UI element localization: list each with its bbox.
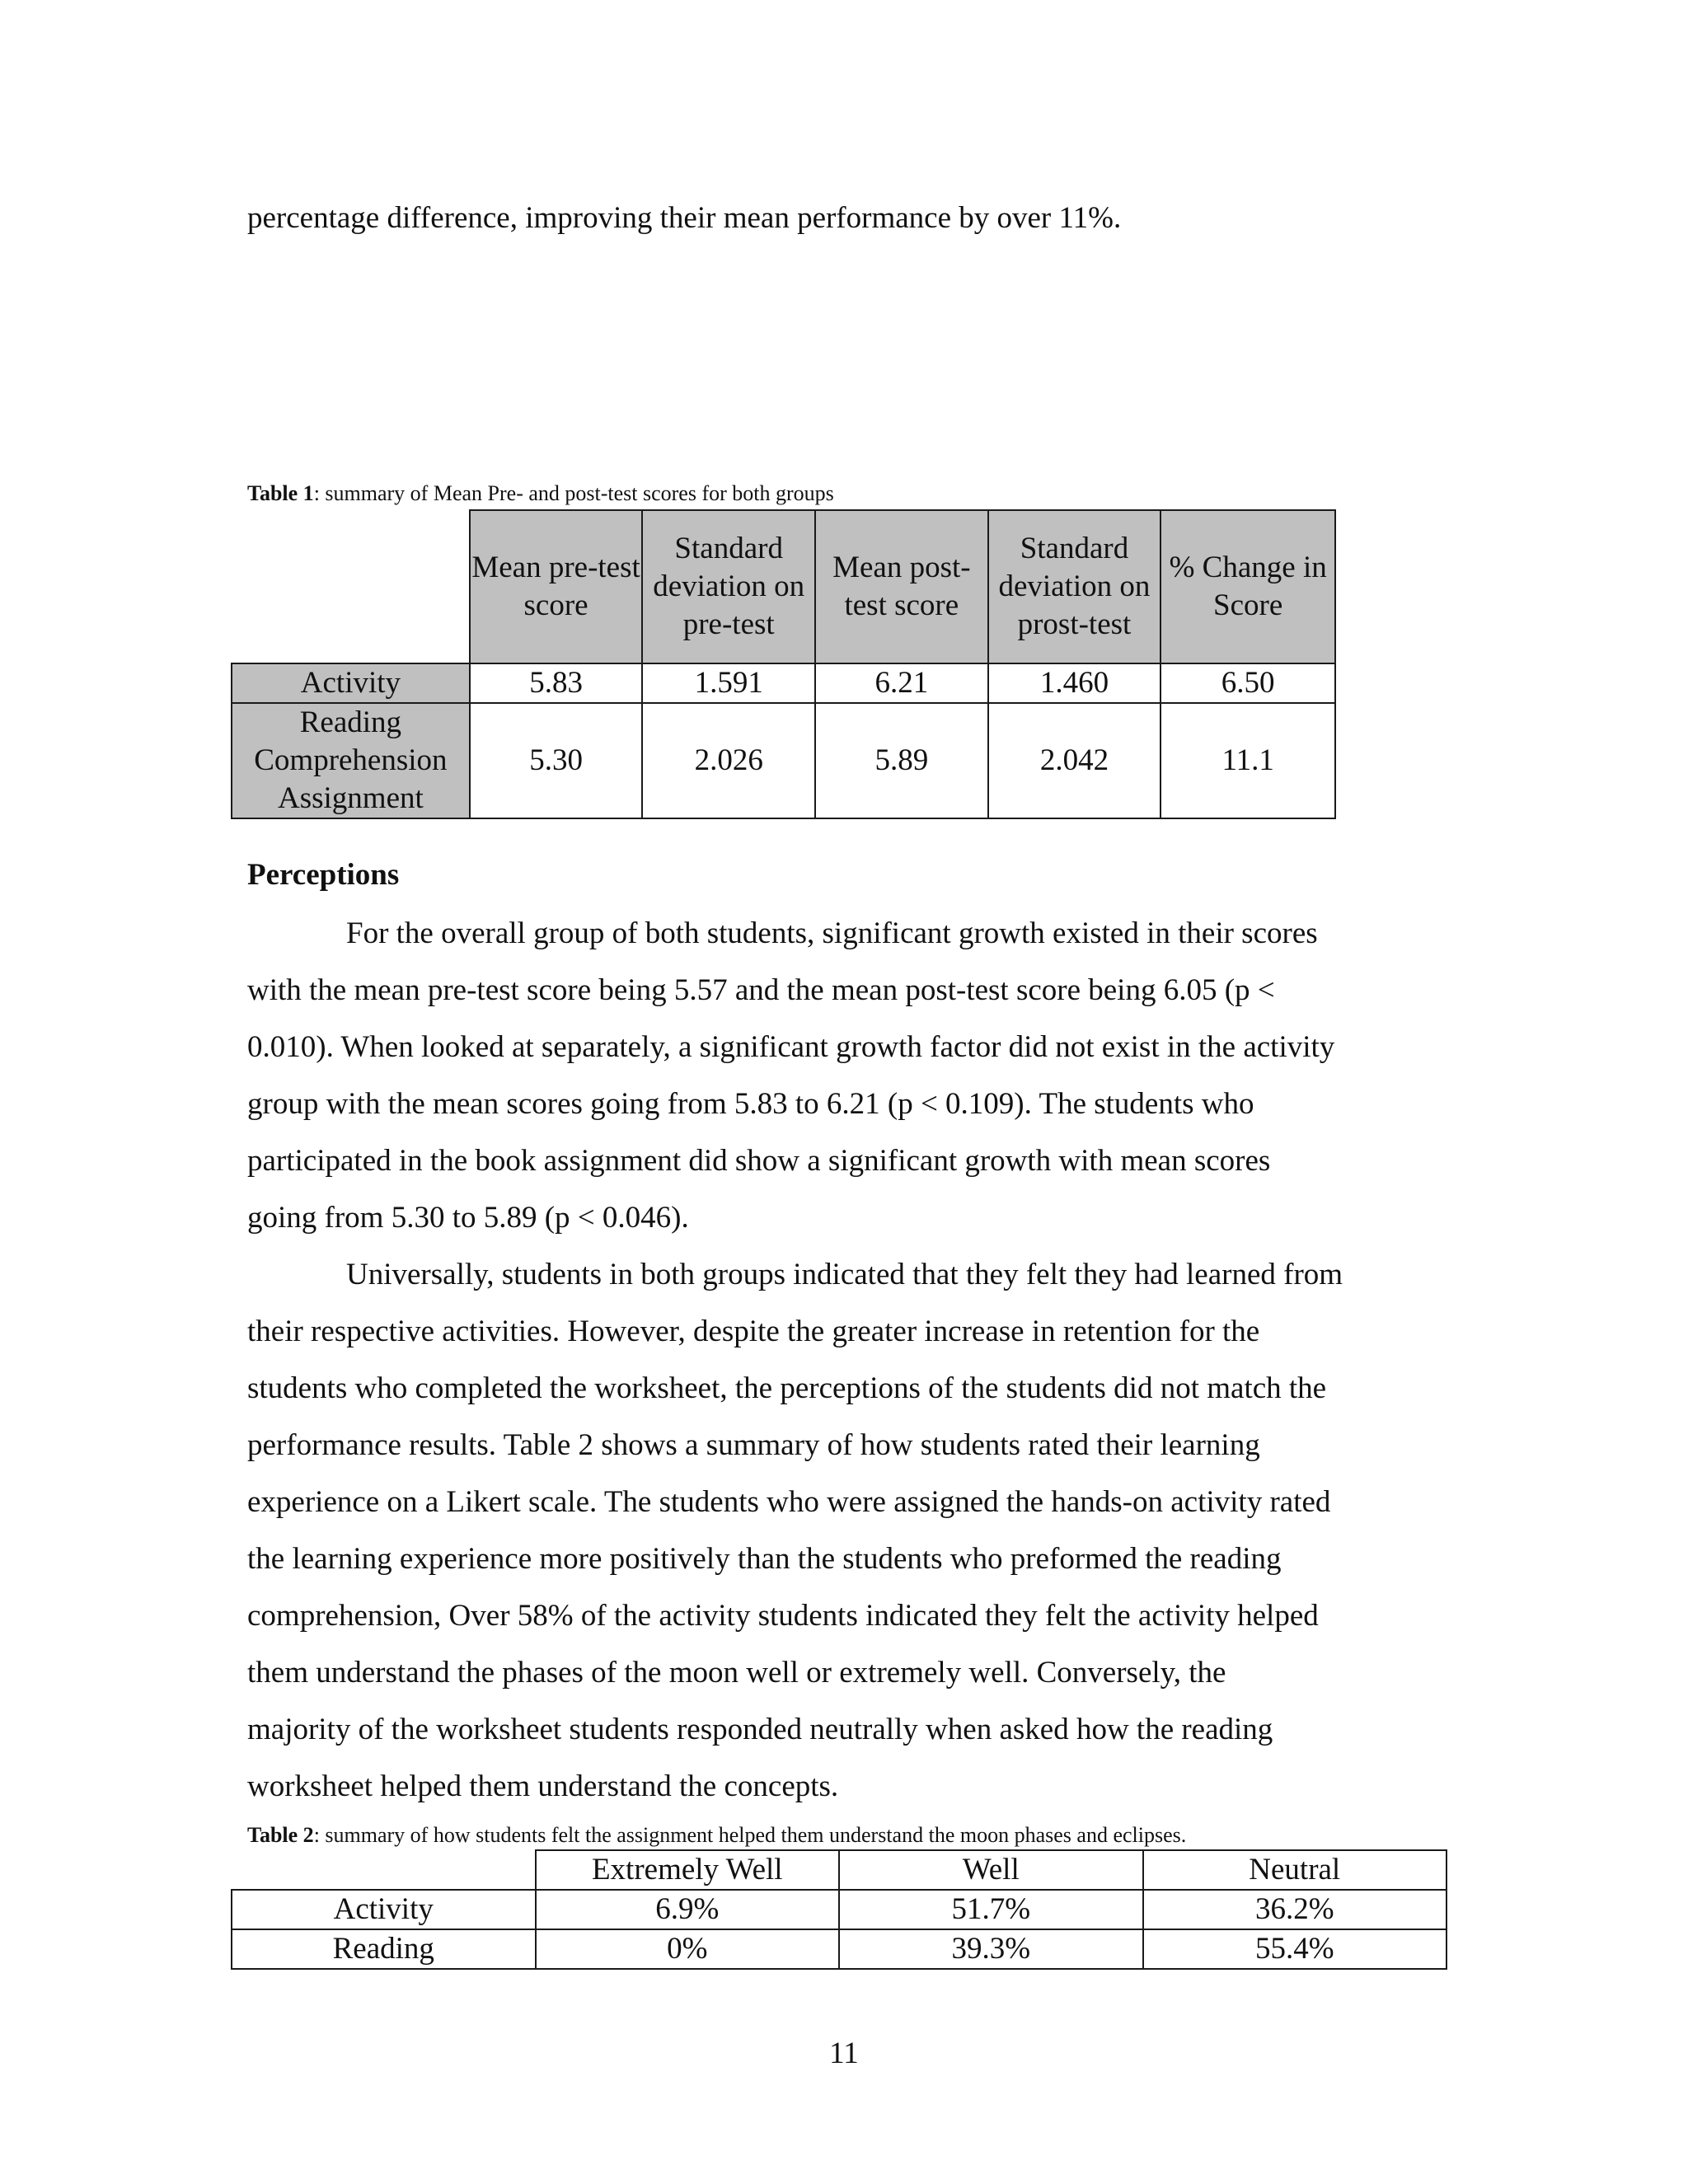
table2-header-row [232, 1850, 1447, 1890]
table2-header-cell: Extremely Well [536, 1850, 840, 1890]
body-text-line: For the overall group of both students, significant growth existed in their scores [346, 916, 1318, 950]
body-text-line: going from 5.30 to 5.89 (p < 0.046). [247, 1201, 689, 1235]
table2-row [232, 1929, 1447, 1969]
page-number: 11 [829, 2036, 859, 2070]
body-text-line: participated in the book assignment did show a significant growth with mean scores [247, 1144, 1271, 1178]
table2-caption-label: Table 2 [247, 1823, 314, 1847]
body-text-line: the learning experience more positively than the students who preformed the reading [247, 1542, 1282, 1576]
table1-cell: 1.591 [642, 663, 815, 703]
table1-corner-cell [232, 510, 470, 663]
table1-row [232, 663, 1335, 703]
body-text-line: Universally, students in both groups indicated that they felt they had learned from [346, 1258, 1343, 1291]
table1-header-cell: Mean post-test score [815, 510, 988, 663]
table1-cell: 6.21 [815, 663, 988, 703]
table2-header-cell: Neutral [1143, 1850, 1447, 1890]
body-text-line: comprehension, Over 58% of the activity students indicated they felt the activity helped [247, 1599, 1319, 1633]
table1-row-label: Activity [232, 663, 470, 703]
body-text-line: worksheet helped them understand the concepts. [247, 1769, 839, 1803]
table2-row-label: Reading [232, 1929, 536, 1969]
table2-header-cell: Well [839, 1850, 1142, 1890]
table1-caption-label: Table 1 [247, 481, 314, 505]
table2-cell: 36.2% [1143, 1890, 1447, 1929]
table1-cell: 11.1 [1160, 703, 1335, 818]
table2-cell: 55.4% [1143, 1929, 1447, 1969]
body-text-block [247, 905, 1343, 1815]
table1-header-cell: Mean pre-test score [470, 510, 643, 663]
table1-cell: 6.50 [1160, 663, 1335, 703]
table2 [231, 1849, 1447, 1970]
table1-caption-text: : summary of Mean Pre- and post-test scores for both groups [313, 481, 834, 505]
table1-cell: 5.83 [470, 663, 643, 703]
table1-header-row [232, 510, 1335, 663]
table1-cell: 5.89 [815, 703, 988, 818]
table2-cell: 0% [536, 1929, 840, 1969]
table1-row-label: Reading Comprehension Assignment [232, 703, 470, 818]
table1-cell: 2.026 [642, 703, 815, 818]
table1 [231, 509, 1336, 819]
body-text-line: group with the mean scores going from 5.83 to 6.21 (p < 0.109). The students who [247, 1087, 1254, 1121]
table1-header-cell: Standard deviation on pre-test [642, 510, 815, 663]
table2-row-label: Activity [232, 1890, 536, 1929]
section-heading: Perceptions [247, 858, 400, 892]
table2-caption [247, 1823, 1186, 1848]
body-text-line: percentage difference, improving their mean performance by over 11%. [247, 201, 1122, 235]
table1-row [232, 703, 1335, 818]
body-text-line: students who completed the worksheet, the perceptions of the students did not match the [247, 1371, 1327, 1405]
table1-cell: 5.30 [470, 703, 643, 818]
table1-header-cell: % Change in Score [1160, 510, 1335, 663]
body-text-line: them understand the phases of the moon well or extremely well. Conversely, the [247, 1656, 1226, 1690]
body-text-line: 0.010). When looked at separately, a significant growth factor did not exist in the activity [247, 1030, 1335, 1064]
body-text-line: performance results. Table 2 shows a summary of how students rated their learning [247, 1428, 1260, 1462]
table2-corner-cell [232, 1850, 536, 1890]
body-text-line: experience on a Likert scale. The students who were assigned the hands-on activity rated [247, 1485, 1331, 1519]
table2-cell: 51.7% [839, 1890, 1142, 1929]
body-text-line: their respective activities. However, despite the greater increase in retention for the [247, 1315, 1260, 1348]
table1-cell: 1.460 [988, 663, 1161, 703]
table1-header-cell: Standard deviation on prost-test [988, 510, 1161, 663]
table2-cell: 6.9% [536, 1890, 840, 1929]
table2-caption-text: : summary of how students felt the assignment helped them understand the moon phases and eclipses. [313, 1823, 1187, 1847]
table1-cell: 2.042 [988, 703, 1161, 818]
body-text-line: majority of the worksheet students responded neutrally when asked how the reading [247, 1713, 1273, 1746]
table1-caption [247, 481, 834, 506]
table2-row [232, 1890, 1447, 1929]
table2-cell: 39.3% [839, 1929, 1142, 1969]
body-text-line: with the mean pre-test score being 5.57 and the mean post-test score being 6.05 (p < [247, 973, 1275, 1007]
